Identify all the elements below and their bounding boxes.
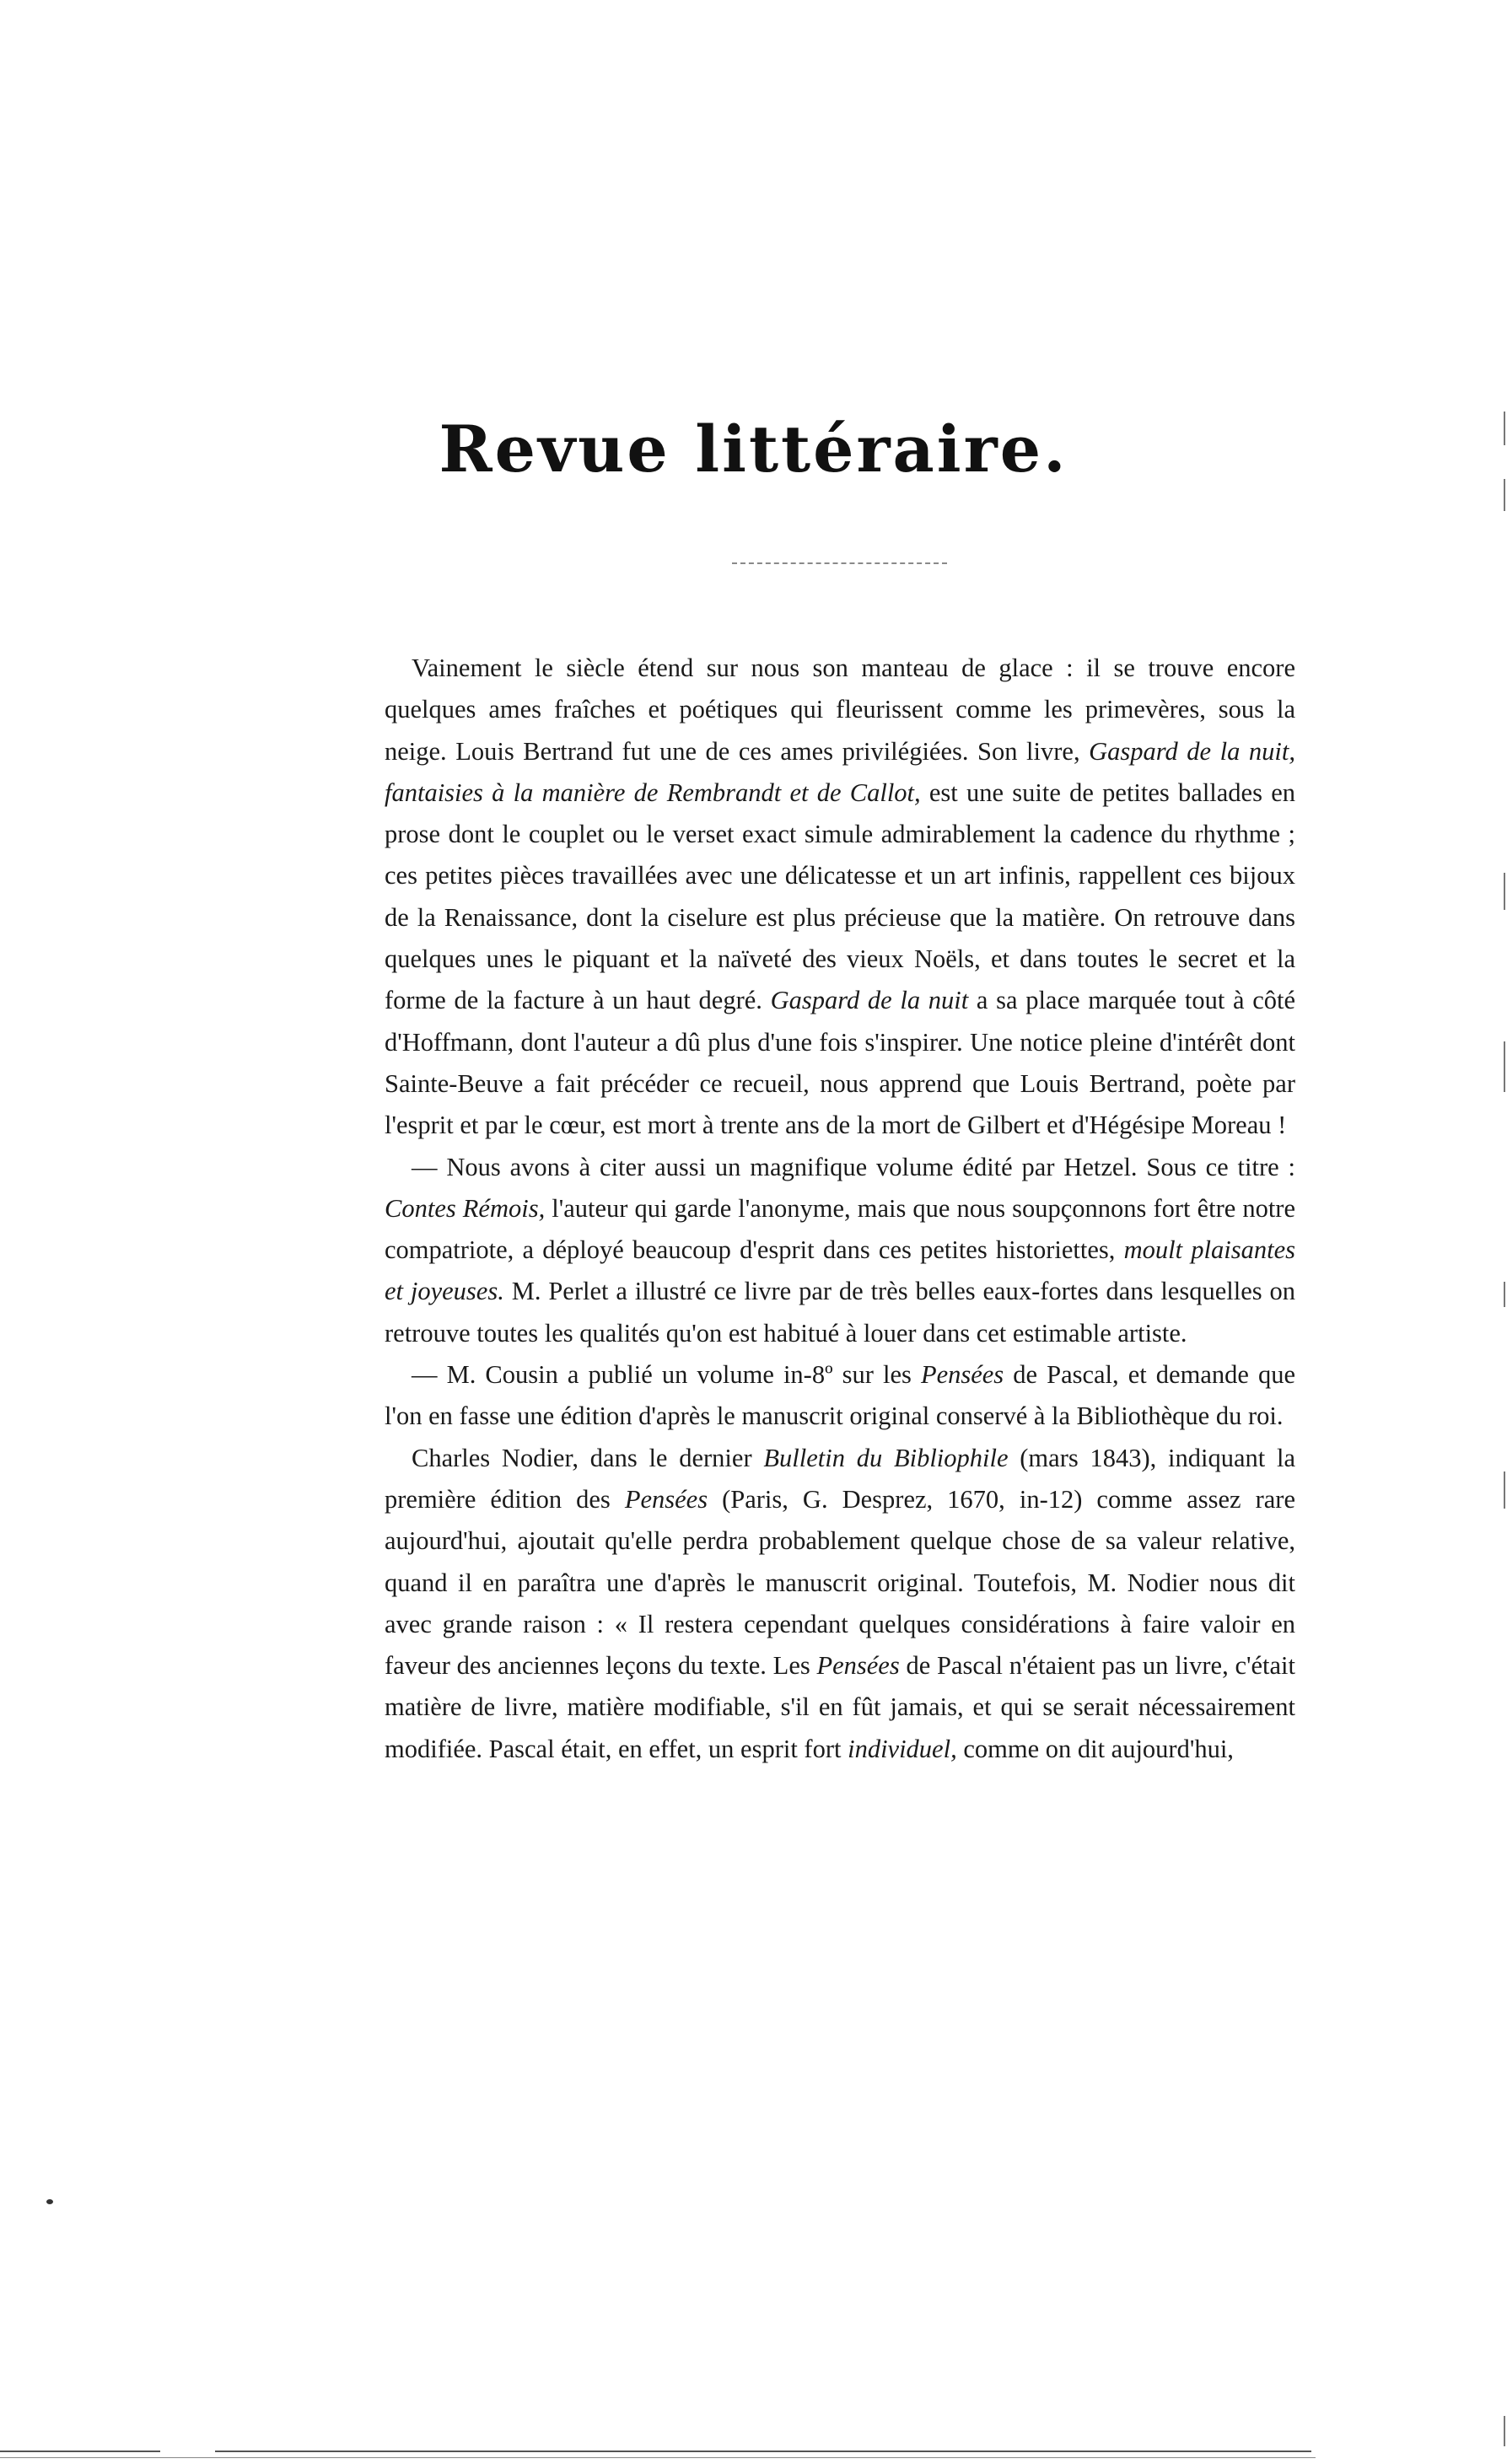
text-run: — Nous avons à citer aussi un magnifique volume édité par Hetzel. Sous ce titre : (412, 1152, 1295, 1181)
text-run: de Pascal, et demande que l'on en fasse une édition d'après le manuscrit original conservé à la Bibliothèque du roi. (385, 1360, 1296, 1431)
margin-mark (1504, 412, 1505, 445)
text-run: comme on dit aujourd'hui, (956, 1734, 1234, 1763)
margin-mark (1504, 1041, 1505, 1092)
bottom-rule (215, 2451, 1311, 2452)
text-run: Vainement le siècle étend sur nous son manteau de glace : il se trouve encore quelques ames fraîches et poétiques qui fleurissent comme les primevères, sous la neige. Louis Bertrand fut une de ces ames privilégiées. Son livre, (385, 654, 1295, 766)
text-run: Charles Nodier, dans le dernier (412, 1443, 764, 1472)
title-divider (732, 562, 947, 564)
italic-text: Gaspard de la nuit (770, 986, 969, 1015)
italic-text: Gaspard de la nuit, fantaisies à la manière de Rembrandt et de Callot, (385, 736, 1295, 807)
italic-text: Pensées (920, 1360, 1004, 1390)
italic-text: moult plaisantes et joyeuses. (385, 1235, 1295, 1306)
margin-mark (1504, 2416, 1505, 2446)
text-run: M. Perlet a illustré ce livre par de très belles eaux-fortes dans lesquelles on retrouve toutes les qualités qu'on est habitué à louer dans cet estimable artiste. (385, 1277, 1295, 1348)
article-body (385, 648, 1295, 1770)
paragraph (385, 1354, 1295, 1438)
margin-mark (1504, 1471, 1505, 1509)
page-title: Revue littéraire. (439, 412, 1068, 487)
italic-text: Contes Rémois, (385, 1193, 546, 1223)
text-run: de Pascal n'étaient pas un livre, c'était matière de livre, matière modifiable, s'il en fût jamais, et qui se serait nécessairement modifiée. Pascal était, en effet, un esprit fort (385, 1651, 1295, 1763)
bottom-rule (0, 2451, 160, 2452)
text-run: (Paris, G. Desprez, 1670, in-12) comme assez rare aujourd'hui, ajoutait qu'elle perdra probablement quelque chose de sa valeur relative, quand il en paraîtra une d'après le manuscrit original. Toutefois, M. Nodier nous dit avec grande raison : « Il restera cependant quelques considérations à faire valoir en faveur des anciennes leçons du texte. Les (385, 1484, 1295, 1681)
paragraph (385, 1147, 1295, 1354)
ink-speck (46, 2199, 53, 2204)
text-run: l'auteur qui garde l'anonyme, mais que nous soupçonnons fort être notre compatriote, a déployé beaucoup d'esprit dans ces petites historiettes, (385, 1193, 1295, 1265)
italic-text: individuel, (848, 1734, 957, 1763)
margin-mark (1504, 479, 1505, 511)
margin-mark (1504, 873, 1505, 910)
text-run: a sa place marquée tout à côté d'Hoffmann, dont l'auteur a dû plus d'une fois s'inspirer. Une notice pleine d'intérêt dont Sainte-Beuve a fait précéder ce recueil, nous apprend que Louis Bertrand, poète par l'esprit et par le cœur, est mort à trente ans de la mort de Gilbert et d'Hégésipe Moreau ! (385, 986, 1296, 1140)
paragraph (385, 648, 1295, 1147)
bottom-rule (0, 2457, 1316, 2458)
italic-text: Pensées (816, 1651, 900, 1681)
text-run: — M. Cousin a publié un volume in-8º sur les (412, 1360, 921, 1390)
margin-mark (1504, 1282, 1505, 1307)
text-run: est une suite de petites ballades en prose dont le couplet ou le verset exact simule admirablement la cadence du rhythme ; ces petites pièces travaillées avec une délicatesse et un art infinis, rappellent ces bijoux de la Renaissance, dont la ciselure est plus précieuse que la matière. On retrouve dans quelques unes le piquant et la naïveté des vieux Noëls, et dans toutes le secret et la forme de la facture à un haut degré. (385, 777, 1295, 1015)
italic-text: Pensées (624, 1484, 708, 1514)
italic-text: Bulletin du Bibliophile (763, 1443, 1009, 1472)
paragraph (385, 1438, 1295, 1770)
text-run: (mars 1843), indiquant la première édition des (385, 1443, 1296, 1514)
